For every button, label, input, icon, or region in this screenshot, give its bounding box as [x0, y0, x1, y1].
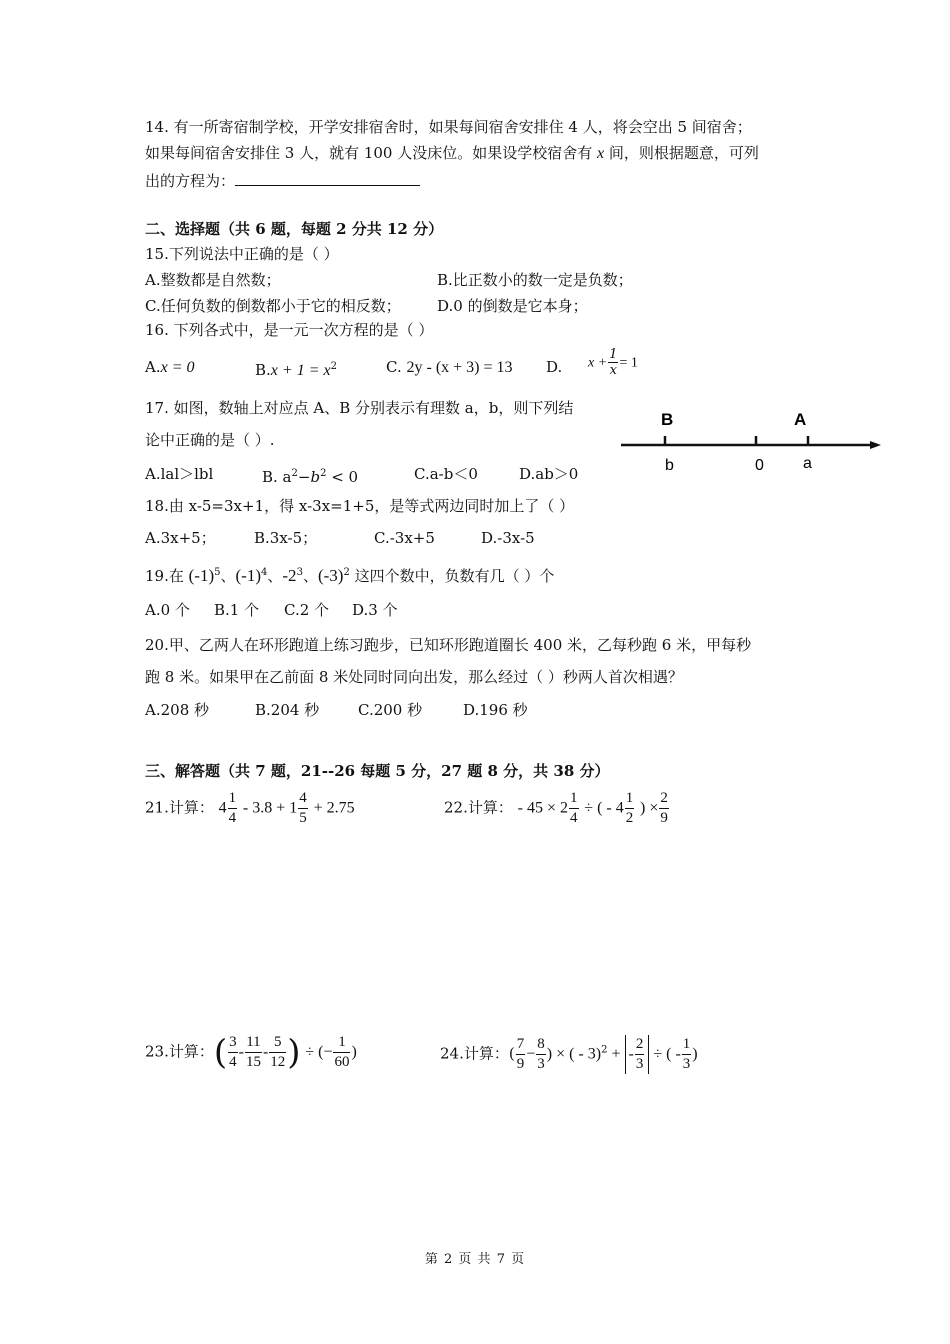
q24-num3: 2: [635, 1035, 645, 1055]
q24: [440, 1035, 698, 1074]
q18-option-d: D.-3x-5: [481, 529, 535, 547]
q14-line2-text-b: 间，则根据题意，可列: [608, 144, 759, 162]
q23-den1: 4: [229, 1054, 237, 1070]
q16-option-b-expr: x + 1 = x: [270, 362, 331, 379]
q14-line2: [145, 143, 759, 164]
q23-num4: 1: [333, 1033, 350, 1053]
q19-option-d: D.3 个: [352, 601, 398, 619]
q19-exp1: 5: [214, 567, 221, 578]
q17-option-b-exp1: 2: [291, 468, 298, 479]
q19-sep1: 、: [220, 567, 236, 585]
q22-part2: ÷ ( - 4: [584, 799, 624, 817]
q23-close: ): [351, 1043, 357, 1061]
q20-line1: 20.甲、乙两人在环形跑道上练习跑步，已知环形跑道圈长 400 米，乙每秒跑 6 米，甲每秒: [145, 636, 752, 654]
q19-sep2: 、: [267, 567, 283, 585]
q21-tail: + 2.75: [313, 799, 355, 817]
number-line-arrow: [870, 441, 881, 449]
q24-den2: 3: [537, 1056, 545, 1072]
q20-option-c: C.200 秒: [358, 701, 423, 719]
q17-option-b-prefix: B. a: [262, 468, 292, 486]
q22: [444, 789, 670, 828]
q23-den3: 12: [270, 1054, 286, 1070]
q18-stem: 18.由 x-5=3x+1，得 x-3x=1+5，是等式两边同时加上了（ ）: [145, 497, 575, 515]
q16-option-c: [386, 357, 513, 378]
q17-line2: 论中正确的是（ ）.: [145, 431, 275, 449]
q24-abs-neg: -: [628, 1045, 634, 1063]
q24-fraction2: [536, 1035, 546, 1074]
section2-heading: 二、选择题（共 6 题，每题 2 分共 12 分）: [145, 220, 444, 238]
q20-option-b: B.204 秒: [255, 701, 320, 719]
q24-fraction3: [635, 1035, 645, 1074]
q24-num1: 7: [516, 1035, 526, 1055]
q19-suffix: 这四个数中，负数有几（ ）个: [349, 567, 555, 585]
q23-num3: 5: [269, 1033, 286, 1053]
q17-option-c: C.a-b＜0: [414, 465, 478, 483]
q19-option-b: B.1 个: [214, 601, 260, 619]
q22-den3: 9: [660, 810, 668, 826]
q16-option-d-den: x: [609, 363, 617, 378]
q24-plus: +: [607, 1045, 625, 1063]
q24-op1: −: [526, 1045, 536, 1063]
point-label-B: B: [661, 410, 674, 429]
q14-answer-blank[interactable]: [235, 169, 420, 186]
q23-den2: 15: [245, 1054, 261, 1070]
q21-den2: 5: [299, 810, 307, 826]
q14-line1: 14. 有一所寄宿制学校，开学安排宿舍时，如果每间宿舍安排住 4 人，将会空出 5 间宿舍；: [145, 118, 752, 136]
q24-absolute-value: [625, 1035, 650, 1074]
q14-line3-text: 出的方程为：: [145, 172, 236, 190]
q21: [145, 789, 355, 828]
q24-label: 24.计算：(: [440, 1044, 515, 1063]
q16-option-d-label: D.: [546, 358, 563, 376]
q15-option-d: D.0 的倒数是它本身；: [437, 297, 588, 315]
q23-den4: 60: [334, 1054, 350, 1070]
q21-num2: 4: [298, 789, 308, 809]
q15-option-c: C.任何负数的倒数都小于它的相反数；: [145, 297, 401, 315]
q15-option-b: B.比正数小的数一定是负数；: [437, 271, 633, 289]
q21-label: 21.计算：: [145, 798, 214, 817]
q22-num3: 2: [659, 789, 669, 809]
q24-fraction1: [516, 1035, 526, 1074]
q16-option-a-label: A.: [145, 358, 161, 376]
q24-den3: 3: [635, 1056, 644, 1072]
q23: [145, 1033, 357, 1072]
q22-den2: 2: [625, 810, 634, 826]
q16-option-c-label: C.: [386, 358, 402, 376]
q17-option-a: A.lal＞lbl: [145, 465, 214, 483]
q17-option-d: D.ab＞0: [519, 465, 579, 483]
q16-option-d-x: x +: [588, 355, 608, 371]
q16-option-c-expr: 2y - (x + 3) = 13: [406, 359, 513, 376]
q24-exponent: 2: [601, 1044, 608, 1056]
q14-variable: x: [597, 145, 605, 162]
q22-fraction2: [625, 789, 635, 828]
q23-fraction4: [333, 1033, 350, 1072]
q19-prefix: 19.在: [145, 567, 184, 585]
section3-heading: 三、解答题（共 7 题，21--26 每题 5 分，27 题 8 分，共 38 分）: [145, 762, 610, 780]
q21-whole1: 4: [218, 799, 227, 817]
point-label-0: 0: [755, 457, 764, 474]
q23-fraction1: [228, 1033, 238, 1072]
q24-middle: ) × ( - 3): [546, 1045, 602, 1063]
q16-option-a-expr: x = 0: [160, 359, 195, 376]
q21-middle: - 3.8 + 1: [242, 799, 298, 817]
q14-line2-text-a: 如果每间宿舍安排住 3 人，就有 100 人没床位。如果设学校宿舍有: [145, 144, 593, 162]
q16-option-b-label: B.: [255, 361, 271, 379]
q22-num2: 1: [625, 789, 635, 809]
q19-term4: (-3): [317, 566, 344, 585]
q23-num2: 11: [245, 1033, 262, 1053]
q21-fraction1: [228, 789, 238, 828]
q17-option-b-mid: −b: [297, 468, 321, 486]
q17-option-b-tail: < 0: [326, 468, 359, 486]
q22-den1: 4: [570, 810, 578, 826]
q19-term3: -2: [282, 566, 297, 585]
q18-option-c: C.-3x+5: [374, 529, 435, 547]
q24-den1: 9: [516, 1056, 525, 1072]
q23-fraction2: [245, 1033, 262, 1072]
q19-term2: (-1): [235, 566, 261, 585]
q23-op1: -: [238, 1043, 244, 1061]
q22-num1: 1: [569, 789, 579, 809]
q24-num2: 8: [536, 1035, 546, 1055]
q23-fraction3: [269, 1033, 286, 1072]
q16-option-d-expr: [588, 347, 638, 378]
number-line-figure: [615, 405, 885, 480]
q19-sep3: 、: [302, 567, 318, 585]
q16-option-a: [145, 357, 195, 378]
q21-num1: 1: [228, 789, 238, 809]
q15-stem: 15.下列说法中正确的是（ ）: [145, 245, 339, 263]
q22-part3: ) ×: [640, 799, 659, 817]
page-footer: 第 2 页 共 7 页: [424, 1252, 526, 1267]
q16-option-d-fraction: [608, 347, 618, 378]
q20-line2: 跑 8 米。如果甲在乙前面 8 米处同时同向出发，那么经过（ ）秒两人首次相遇？: [145, 668, 683, 686]
q23-num1: 3: [228, 1033, 238, 1053]
point-label-b: b: [665, 457, 674, 474]
q14-line3: [145, 169, 420, 191]
q24-divide: ÷ ( -: [649, 1045, 681, 1063]
q24-close: ): [692, 1045, 698, 1063]
q17-option-b: [262, 464, 358, 487]
q23-label: 23.计算：: [145, 1042, 214, 1061]
q18-option-a: A.3x+5；: [145, 529, 216, 547]
q19-stem: [145, 563, 554, 586]
q19-exp4: 2: [343, 567, 350, 578]
q19-exp3: 3: [296, 567, 303, 578]
q20-option-d: D.196 秒: [463, 701, 528, 719]
q23-op2: -: [262, 1043, 269, 1061]
q24-fraction4: [682, 1035, 692, 1074]
q21-fraction2: [298, 789, 308, 828]
point-label-A: A: [794, 410, 807, 429]
q16-option-d-rhs: = 1: [619, 355, 638, 371]
point-label-a: a: [803, 455, 812, 472]
q22-fraction1: [569, 789, 579, 828]
q16-option-b: [255, 357, 337, 381]
q23-open-paren: (: [213, 1032, 228, 1073]
q18-option-b: B.3x-5；: [254, 529, 318, 547]
q23-divide: ÷ (−: [305, 1043, 333, 1061]
q19-option-c: C.2 个: [284, 601, 330, 619]
q16-stem: 16. 下列各式中，是一元一次方程的是（ ）: [145, 321, 434, 339]
q24-num4: 1: [682, 1035, 692, 1055]
q22-fraction3: [659, 789, 669, 828]
q20-option-a: A.208 秒: [145, 701, 209, 719]
q24-den4: 3: [682, 1056, 691, 1072]
q22-part1: - 45 × 2: [517, 799, 568, 817]
q19-option-a: A.0 个: [145, 601, 190, 619]
q21-den1: 4: [228, 810, 237, 826]
q17-option-b-exp2: 2: [320, 468, 327, 479]
q16-option-b-exponent: 2: [330, 361, 337, 372]
q16-option-d-num: 1: [609, 347, 618, 362]
q19-exp2: 4: [261, 567, 268, 578]
q19-term1: (-1): [188, 566, 215, 585]
q17-line1: 17. 如图，数轴上对应点 A、B 分别表示有理数 a，b，则下列结: [145, 399, 574, 417]
q15-option-a: A.整数都是自然数；: [145, 271, 281, 289]
q23-close-paren: ): [287, 1032, 301, 1073]
q22-label: 22.计算：: [444, 798, 513, 817]
